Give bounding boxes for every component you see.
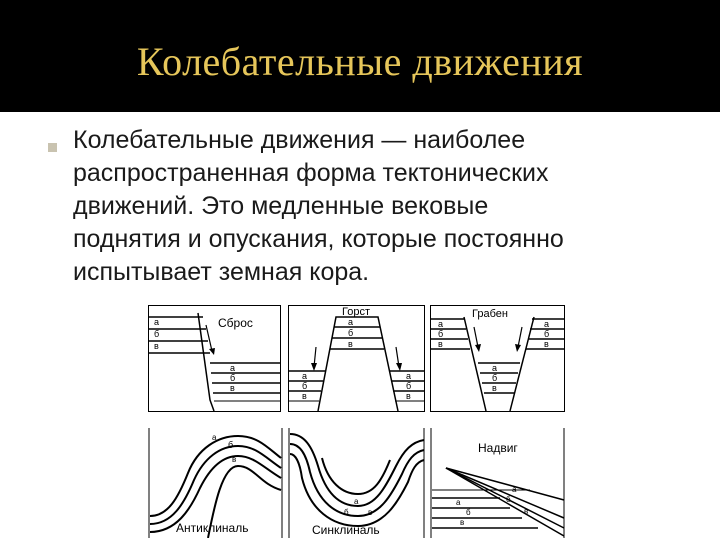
bullet-marker (48, 143, 57, 152)
layer-label: в (438, 339, 443, 349)
layer-label: б (344, 508, 349, 517)
figure-nadvig (430, 428, 565, 538)
layer-label: а (212, 433, 217, 442)
layer-label: в (544, 339, 549, 349)
figure-title: Надвиг (478, 441, 518, 455)
layer-label: в (230, 383, 235, 393)
layer-label: в (460, 518, 465, 527)
figure-title: Антиклиналь (176, 521, 249, 535)
layer-label: а (354, 497, 359, 506)
figure-title: Сброс (218, 316, 253, 330)
layer-label: а (512, 485, 517, 494)
layer-label: б (230, 373, 236, 383)
layer-label: а (154, 317, 160, 327)
figure-title: Грабен (472, 308, 508, 320)
slide-title: Колебательные движения (136, 39, 584, 84)
layer-label: б (492, 373, 498, 383)
layer-label: в (348, 339, 353, 349)
figure-sinklinal (288, 428, 425, 538)
figure-title: Горст (342, 306, 370, 318)
layer-label: в (154, 341, 159, 351)
layer-label: б (406, 381, 412, 391)
layer-label: б (466, 508, 471, 517)
figure-title: Синклиналь (312, 523, 380, 537)
layer-label: а (230, 363, 236, 373)
layer-label: в (368, 508, 373, 517)
layer-label: б (228, 440, 234, 450)
layer-label: в (302, 391, 307, 401)
layer-label: а (406, 371, 412, 381)
layer-label: а (456, 498, 461, 507)
layer-label: а (302, 371, 308, 381)
layer-label: а (348, 317, 354, 327)
body-line: поднятия и опускания, которые постоянно (73, 225, 564, 253)
layer-label: б (506, 495, 511, 504)
layer-label: б (544, 329, 550, 339)
layer-label: б (302, 381, 308, 391)
body-line: движений. Это медленные вековые (73, 192, 489, 220)
layer-label: в (524, 507, 529, 516)
figure-sbros (148, 305, 281, 412)
figure-gorst (288, 305, 425, 412)
layer-label: в (232, 455, 237, 464)
body-line: Колебательные движения — наиболее (73, 126, 526, 154)
layer-label: в (406, 391, 411, 401)
body-line: распространенная форма тектонических (73, 159, 549, 187)
layer-label: б (154, 329, 160, 339)
layer-label: а (544, 319, 550, 329)
layer-label: в (492, 383, 497, 393)
layer-label: а (492, 363, 498, 373)
body-line: испытывает земная кора. (73, 258, 370, 286)
figure-graben (430, 305, 565, 412)
layer-label: б (348, 328, 354, 338)
layer-label: а (438, 319, 444, 329)
figure-anticlinal (148, 428, 283, 538)
body-text (73, 124, 713, 289)
layer-label: б (438, 329, 444, 339)
